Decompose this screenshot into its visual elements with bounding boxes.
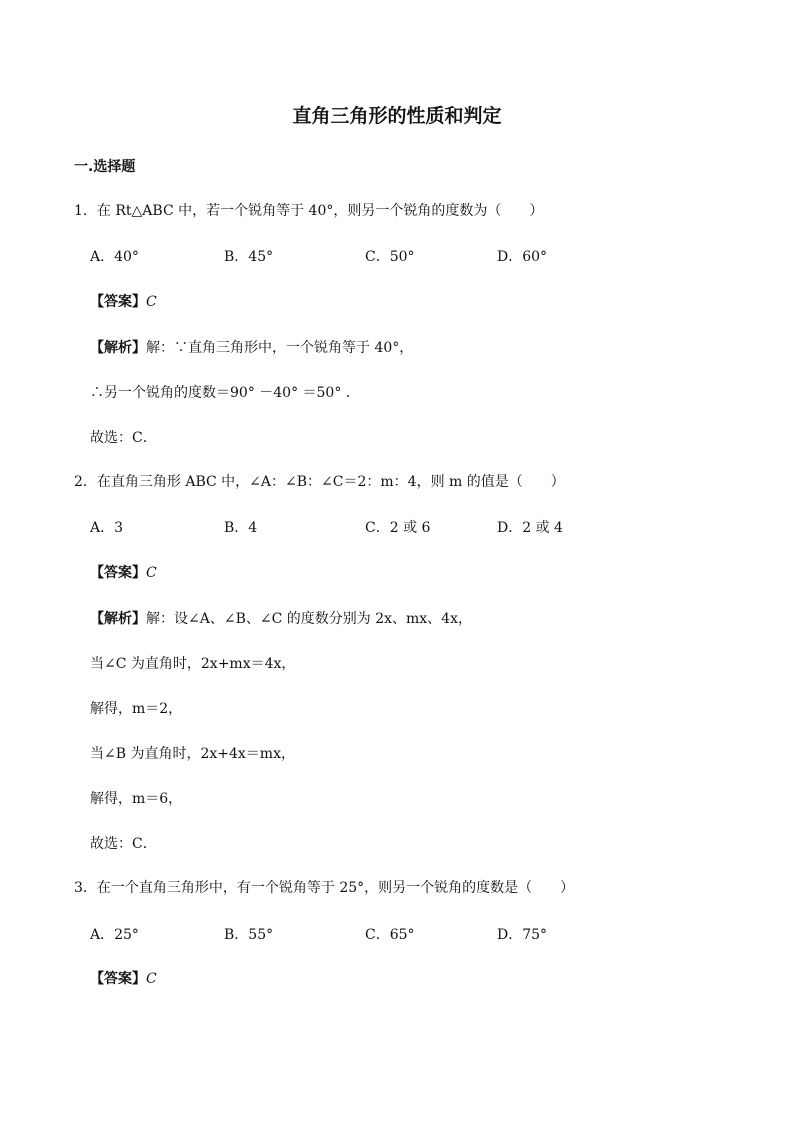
question-2-option-c: C．2 或 6 xyxy=(365,520,431,536)
question-1-option-c: C．50° xyxy=(365,249,415,265)
page-title: 直角三角形的性质和判定 xyxy=(292,105,502,127)
analysis-label: 【解析】 xyxy=(90,340,146,356)
answer-value: C xyxy=(146,294,157,310)
question-2-stem: 2．在直角三角形 ABC 中，∠A：∠B：∠C＝2：m：4，则 m 的值是（ ） xyxy=(74,474,565,490)
question-1-stem: 1．在 Rt△ABC 中，若一个锐角等于 40°，则另一个锐角的度数为（ ） xyxy=(74,203,544,219)
question-3-option-a: A．25° xyxy=(90,927,139,943)
question-2-analysis-line: 解得，m＝2， xyxy=(90,701,183,717)
question-1-analysis-line: ∴另一个锐角的度数＝90° －40° ＝50° ． xyxy=(90,385,360,401)
answer-value: C xyxy=(146,565,157,581)
question-2-option-b: B．4 xyxy=(224,520,258,536)
answer-value: C xyxy=(146,971,157,987)
question-1-conclusion: 故选：C． xyxy=(90,430,157,446)
question-3-answer xyxy=(90,970,157,988)
question-2-analysis xyxy=(90,610,472,628)
answer-label: 【答案】 xyxy=(90,565,146,581)
question-1-option-b: B．45° xyxy=(224,249,274,265)
question-3-option-c: C．65° xyxy=(365,927,415,943)
question-1-answer xyxy=(90,293,157,311)
question-2-conclusion: 故选：C． xyxy=(90,836,157,852)
question-2-option-a: A．3 xyxy=(90,520,124,536)
question-2-answer xyxy=(90,564,157,582)
question-2-analysis-line: 当∠B 为直角时，2x+4x＝mx， xyxy=(90,746,295,762)
answer-label: 【答案】 xyxy=(90,971,146,987)
question-3-option-d: D．75° xyxy=(497,927,548,943)
analysis-text: 解：∵直角三角形中，一个锐角等于 40°， xyxy=(146,340,414,356)
question-2-option-d: D．2 或 4 xyxy=(497,520,563,536)
question-1-analysis xyxy=(90,339,413,357)
question-1-option-a: A．40° xyxy=(90,249,139,265)
section-heading: 一.选择题 xyxy=(74,159,136,175)
question-1-option-d: D．60° xyxy=(497,249,548,265)
answer-label: 【答案】 xyxy=(90,294,146,310)
question-3-option-b: B．55° xyxy=(224,927,274,943)
analysis-text: 解：设∠A、∠B、∠C 的度数分别为 2x、mx、4x， xyxy=(146,611,472,627)
analysis-label: 【解析】 xyxy=(90,611,146,627)
question-2-analysis-line: 当∠C 为直角时，2x+mx＝4x， xyxy=(90,656,296,672)
question-2-analysis-line: 解得，m＝6， xyxy=(90,791,183,807)
question-3-stem: 3．在一个直角三角形中，有一个锐角等于 25°，则另一个锐角的度数是（ ） xyxy=(74,880,575,896)
